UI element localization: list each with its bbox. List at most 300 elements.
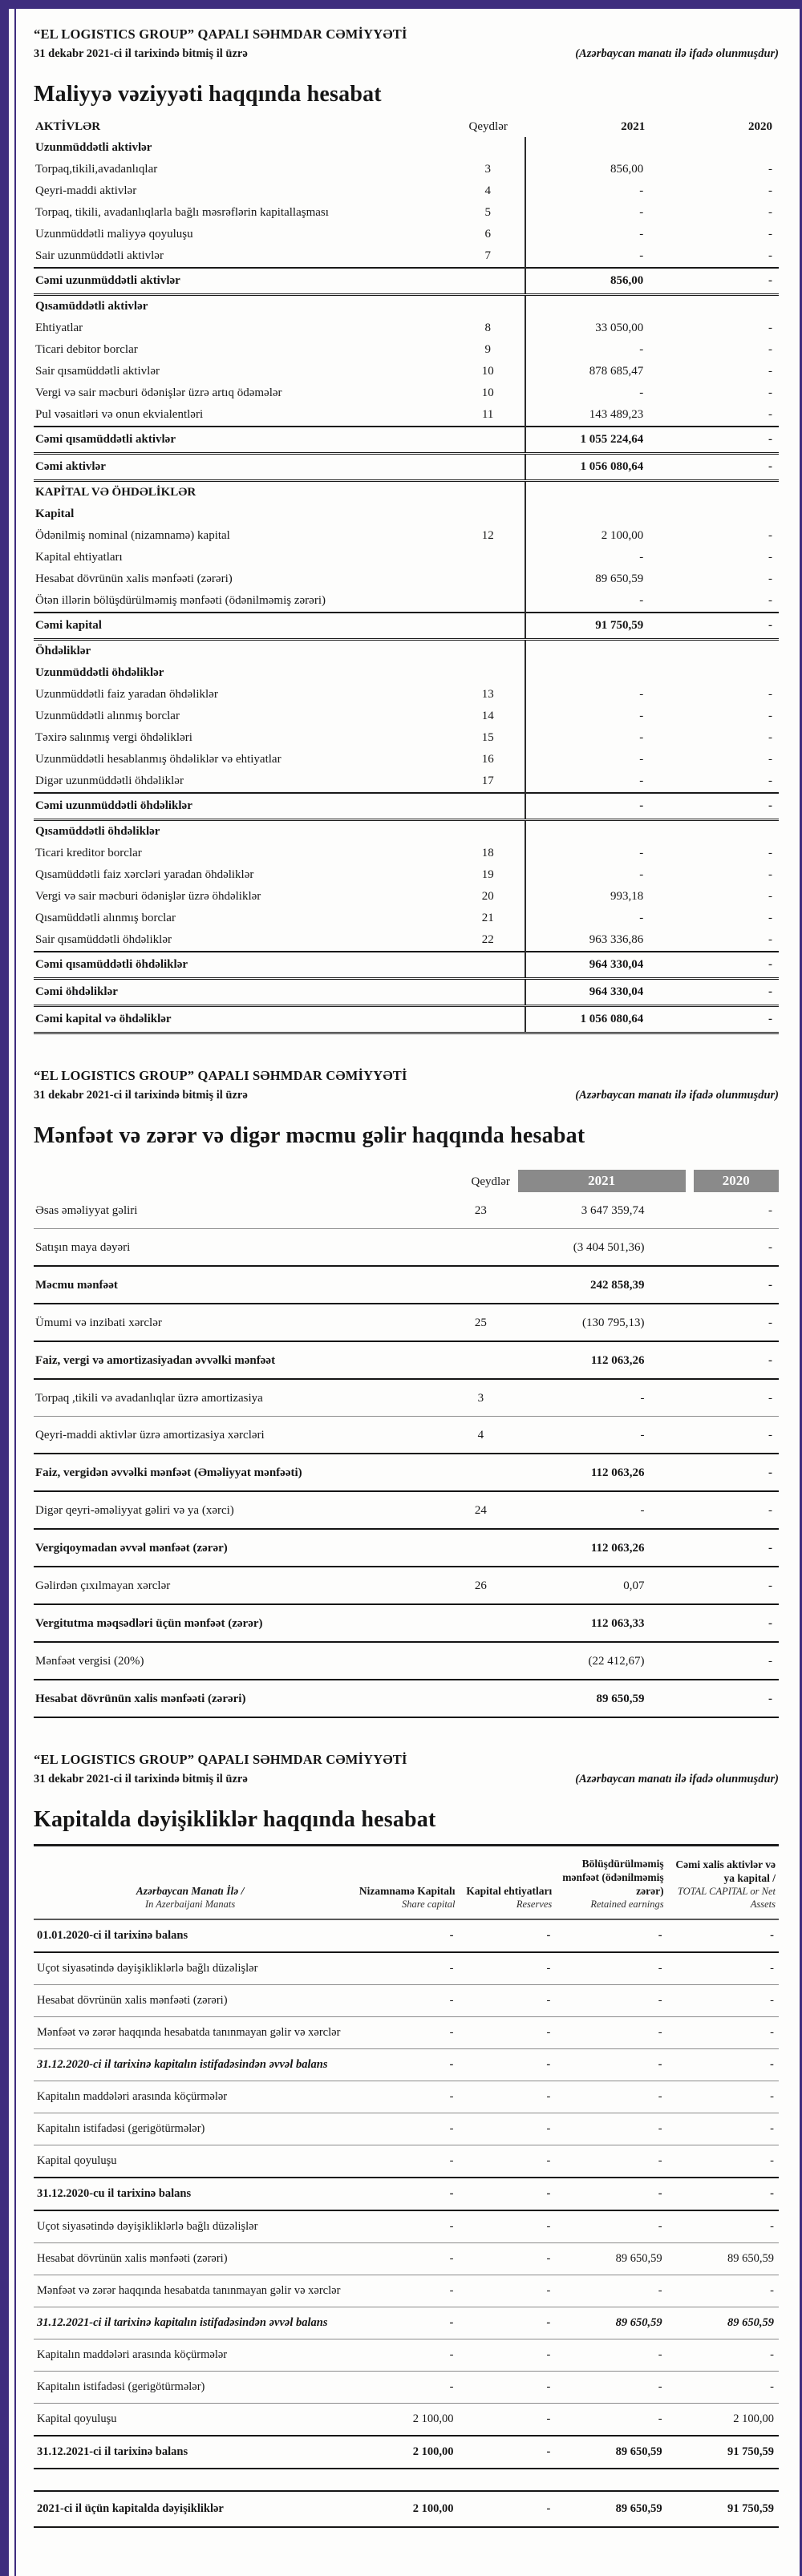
row-value-2020: - <box>682 793 779 820</box>
row-label: Hesabat dövrünün xalis mənfəəti (zərəri) <box>35 572 233 585</box>
company-name: “EL LOGISTICS GROUP” QAPALI SƏHMDAR CƏMİYYƏTİ <box>34 1752 407 1767</box>
row-label: Gəlirdən çıxılmayan xərclər <box>34 1567 444 1604</box>
column-header-notes: Qeydlər <box>468 120 508 133</box>
row-value-2020: - <box>690 1680 780 1717</box>
row-value-2021: 3 647 359,74 <box>518 1192 690 1229</box>
table-row <box>34 2275 779 2307</box>
table-row <box>34 137 779 159</box>
column-header-en: TOTAL CAPITAL or Net Assets <box>677 1886 776 1910</box>
table-row <box>34 2404 779 2436</box>
table-row <box>34 1341 779 1379</box>
document-header <box>34 26 779 61</box>
row-value-total-capital: - <box>667 1919 779 1952</box>
row-value-reserves: - <box>459 2081 556 2113</box>
table-row <box>34 979 779 1006</box>
table-row <box>34 2339 779 2372</box>
row-value-2020: - <box>768 847 772 859</box>
column-header-retained-earnings <box>555 1846 666 1920</box>
row-value-retained-earnings: - <box>555 2339 666 2372</box>
row-value-retained-earnings: - <box>555 1952 666 1985</box>
statement-title: Mənfəət və zərər və digər məcmu gəlir haqqında hesabat <box>34 1123 585 1148</box>
row-value-2021: (22 412,67) <box>518 1642 690 1680</box>
row-value-2020: - <box>690 1642 780 1680</box>
table-row <box>34 525 779 547</box>
row-value-total-capital: 89 650,59 <box>667 2243 779 2275</box>
row-note: 23 <box>444 1192 518 1229</box>
row-value-2020: - <box>690 1567 780 1604</box>
row-label: Qısamüddətli faiz xərcləri yaradan öhdəliklər <box>35 868 254 881</box>
row-label: Mənfəət və zərər haqqında hesabatda tanınmayan gəlir və xərclər <box>34 2275 346 2307</box>
row-value-2020 <box>682 295 779 318</box>
row-value-2021: (130 795,13) <box>518 1304 690 1341</box>
column-header-en: Reserves <box>516 1898 553 1910</box>
row-value-2020: - <box>768 386 772 399</box>
header-subline <box>34 1773 779 1786</box>
row-label: 31.12.2021-ci il tarixinə balans <box>34 2436 346 2469</box>
table-row <box>34 1919 779 1952</box>
row-value-2020: - <box>690 1266 780 1304</box>
table-row <box>34 404 779 427</box>
row-label: Qısamüddətli aktivlər <box>35 300 148 313</box>
row-value-share-capital: - <box>346 2017 458 2049</box>
table-row <box>34 481 779 504</box>
row-value-2021: 112 063,26 <box>518 1341 690 1379</box>
table-row <box>34 454 779 481</box>
row-note <box>444 1604 518 1642</box>
row-label: Əsas əməliyyat gəliri <box>34 1192 444 1229</box>
row-value-2021: - <box>525 382 682 404</box>
row-value-2020: - <box>768 551 772 564</box>
column-header-2020: 2020 <box>748 120 772 133</box>
row-value-reserves: - <box>459 2017 556 2049</box>
table-row <box>34 1229 779 1267</box>
table-row <box>34 2145 779 2178</box>
column-header-en: Retained earnings <box>590 1898 664 1910</box>
table-row <box>34 2113 779 2145</box>
row-note: 20 <box>481 890 494 903</box>
row-label: Uçot siyasətində dəyişikliklərlə bağlı düzəlişlər <box>34 2210 346 2243</box>
row-label: Satışın maya dəyəri <box>34 1229 444 1267</box>
row-value-share-capital: - <box>346 2145 458 2178</box>
row-value-retained-earnings: 89 650,59 <box>555 2491 666 2527</box>
column-header-2021: 2021 <box>518 1170 690 1192</box>
row-value-retained-earnings: - <box>555 2404 666 2436</box>
row-label: Uzunmüddətli alınmış borclar <box>35 710 180 722</box>
table-row <box>34 1417 779 1454</box>
column-header-reserves <box>459 1846 556 1920</box>
column-header-2021: 2021 <box>621 120 646 133</box>
table-row <box>34 427 779 454</box>
row-label: Vergi və sair məcburi ödənişlər üzrə öhdəliklər <box>35 890 261 903</box>
row-value-2020: - <box>768 868 772 881</box>
table-header-row <box>34 1846 779 1920</box>
row-label: Hesabat dövrünün xalis mənfəəti (zərəri) <box>34 1985 346 2017</box>
header-subline <box>34 47 779 61</box>
row-value-2020: - <box>768 343 772 356</box>
table-row <box>34 1192 779 1229</box>
row-label: Hesabat dövrünün xalis mənfəəti (zərəri) <box>34 2243 346 2275</box>
row-value-2021 <box>525 820 682 843</box>
row-value-2021: 112 063,26 <box>518 1454 690 1491</box>
statement-financial-position <box>34 82 779 1034</box>
row-value-reserves: - <box>459 2339 556 2372</box>
table-row <box>34 770 779 793</box>
table-row <box>34 706 779 727</box>
row-value-2021 <box>525 295 682 318</box>
header-subline <box>34 1089 779 1102</box>
statement-title: Maliyyə vəziyyəti haqqında hesabat <box>34 82 382 107</box>
row-value-share-capital: 2 100,00 <box>346 2404 458 2436</box>
row-value-share-capital: - <box>346 1985 458 2017</box>
row-note: 13 <box>481 688 494 701</box>
row-value-total-capital: - <box>667 2017 779 2049</box>
row-label: Cəmi kapital və öhdəliklər <box>34 1006 451 1033</box>
row-value-2021: - <box>525 770 682 793</box>
row-note <box>451 454 525 481</box>
row-label: Ticari debitor borclar <box>35 343 138 356</box>
row-value-2020: - <box>682 454 779 481</box>
row-label: Pul vəsaitləri və onun ekvialentləri <box>35 408 204 421</box>
row-value-share-capital: - <box>346 2178 458 2210</box>
row-value-reserves: - <box>459 2049 556 2081</box>
row-value-2020: - <box>768 249 772 262</box>
column-header-aktivler: AKTİVLƏR <box>35 120 101 133</box>
row-note: 15 <box>481 731 494 744</box>
row-value-reserves: - <box>459 2243 556 2275</box>
row-value-2020: - <box>768 688 772 701</box>
row-value-reserves: - <box>459 2372 556 2404</box>
row-note <box>451 481 525 504</box>
row-label: Uzunmüddətli aktivlər <box>35 141 152 154</box>
row-note: 3 <box>484 163 491 176</box>
row-value-2020: - <box>690 1529 780 1567</box>
table-row <box>34 382 779 404</box>
row-value-2020: - <box>682 427 779 454</box>
row-value-retained-earnings: - <box>555 2275 666 2307</box>
row-value-total-capital: 91 750,59 <box>667 2491 779 2527</box>
row-value-share-capital: - <box>346 2113 458 2145</box>
row-label: 31.12.2020-ci il tarixinə kapitalın istifadəsindən əvvəl balans <box>34 2049 346 2081</box>
table-row <box>34 1491 779 1529</box>
table-row <box>34 2436 779 2469</box>
row-value-2021: - <box>525 684 682 706</box>
row-note: 26 <box>444 1567 518 1604</box>
table-row <box>34 843 779 864</box>
row-value-2021 <box>525 481 682 504</box>
row-value-2020: - <box>682 268 779 295</box>
row-value-2021: - <box>525 749 682 770</box>
currency-note: (Azərbaycan manatı ilə ifadə olunmuşdur) <box>575 1089 779 1102</box>
row-value-2021: 878 685,47 <box>525 361 682 382</box>
row-label: Təxirə salınmış vergi öhdəlikləri <box>35 731 192 744</box>
table-row <box>34 727 779 749</box>
column-header-en: Share capital <box>401 1898 456 1910</box>
row-value-reserves: - <box>459 1952 556 1985</box>
row-label: Kapitalın maddələri arasında köçürmələr <box>34 2339 346 2372</box>
table-header-row <box>34 1170 779 1192</box>
row-value-2021 <box>525 137 682 159</box>
table-row <box>34 952 779 979</box>
row-note: 22 <box>481 933 494 946</box>
row-note: 12 <box>481 529 494 542</box>
table-row <box>34 159 779 180</box>
equity-summary-row <box>34 2491 779 2527</box>
page-content <box>14 9 800 2576</box>
row-value-2021 <box>525 640 682 663</box>
table-row <box>34 180 779 202</box>
row-label: Öhdəliklər <box>35 645 91 657</box>
row-label: Məcmu mənfəət <box>34 1266 444 1304</box>
row-value-2021: - <box>525 245 682 268</box>
table-row <box>34 929 779 952</box>
row-label: KAPİTAL VƏ ÖHDƏLİKLƏR <box>35 486 196 499</box>
table-row <box>34 1379 779 1417</box>
row-label: Torpaq,tikili,avadanlıqlar <box>35 163 158 176</box>
row-value-2021: - <box>518 1417 690 1454</box>
row-label: Sair qısamüddətli aktivlər <box>35 365 160 378</box>
row-value-reserves: - <box>459 2404 556 2436</box>
row-value-retained-earnings: - <box>555 2210 666 2243</box>
table-row <box>34 640 779 663</box>
row-value-reserves: - <box>459 2210 556 2243</box>
equity-changes-table <box>34 1844 779 2469</box>
row-value-2021: 89 650,59 <box>518 1680 690 1717</box>
row-note <box>451 295 525 318</box>
row-note <box>444 1642 518 1680</box>
row-value-2021: 0,07 <box>518 1567 690 1604</box>
row-note <box>444 1266 518 1304</box>
row-value-share-capital: - <box>346 2243 458 2275</box>
table-row <box>34 1680 779 1717</box>
row-label: Uzunmüddətli hesablanmış öhdəliklər və ehtiyatlar <box>35 753 282 766</box>
row-value-total-capital: - <box>667 1952 779 1985</box>
row-value-2020: - <box>768 731 772 744</box>
row-value-2021: - <box>518 1491 690 1529</box>
company-name: “EL LOGISTICS GROUP” QAPALI SƏHMDAR CƏMİYYƏTİ <box>34 1068 407 1083</box>
row-value-2021: - <box>525 793 682 820</box>
row-value-2020: - <box>768 228 772 241</box>
row-note: 14 <box>481 710 494 722</box>
row-note <box>451 590 525 613</box>
row-label: Qısamüddətli öhdəliklər <box>35 825 160 838</box>
table-row <box>34 2210 779 2243</box>
row-value-2020: - <box>768 594 772 607</box>
row-value-total-capital: - <box>667 1985 779 2017</box>
row-value-retained-earnings: 89 650,59 <box>555 2307 666 2339</box>
row-label: 01.01.2020-ci il tarixinə balans <box>34 1919 346 1952</box>
row-label: Qeyri-maddi aktivlər <box>35 184 137 197</box>
table-row <box>34 2307 779 2339</box>
row-value-2021: 242 858,39 <box>518 1266 690 1304</box>
row-value-retained-earnings: - <box>555 2145 666 2178</box>
row-label: Cəmi aktivlər <box>34 454 451 481</box>
row-value-2021: 112 063,26 <box>518 1529 690 1567</box>
table-row <box>34 224 779 245</box>
row-label: Faiz, vergidən əvvəlki mənfəət (Əməliyyat mənfəəti) <box>34 1454 444 1491</box>
column-header-az: Kapital ehtiyatları <box>466 1884 553 1897</box>
row-value-2021: - <box>525 908 682 929</box>
row-note: 3 <box>444 1379 518 1417</box>
row-label: Kapital qoyuluşu <box>34 2145 346 2178</box>
profit-loss-table <box>34 1170 779 1718</box>
row-value-share-capital: - <box>346 2372 458 2404</box>
row-note <box>444 1529 518 1567</box>
row-value-total-capital: - <box>667 2275 779 2307</box>
table-row <box>34 1567 779 1604</box>
row-value-retained-earnings: - <box>555 2113 666 2145</box>
table-header-row <box>34 115 779 137</box>
table-row <box>34 547 779 568</box>
row-value-2021: - <box>525 339 682 361</box>
row-value-total-capital: - <box>667 2339 779 2372</box>
company-name: “EL LOGISTICS GROUP” QAPALI SƏHMDAR CƏMİYYƏTİ <box>34 26 407 42</box>
row-note <box>444 1454 518 1491</box>
row-value-2021: 1 055 224,64 <box>525 427 682 454</box>
row-label: Faiz, vergi və amortizasiyadan əvvəlki mənfəət <box>34 1341 444 1379</box>
row-value-retained-earnings: 89 650,59 <box>555 2436 666 2469</box>
row-value-share-capital: - <box>346 1919 458 1952</box>
row-value-2020: - <box>690 1454 780 1491</box>
row-note <box>451 820 525 843</box>
financial-position-table <box>34 115 779 1034</box>
row-note <box>444 1341 518 1379</box>
row-label: Qısamüddətli alınmış borclar <box>35 912 176 924</box>
row-note: 9 <box>484 343 491 356</box>
row-label: Uzunmüddətli öhdəliklər <box>35 666 164 679</box>
row-value-total-capital: - <box>667 2081 779 2113</box>
row-value-total-capital: - <box>667 2145 779 2178</box>
row-note <box>451 268 525 295</box>
row-value-reserves: - <box>459 1985 556 2017</box>
row-label: Kapital qoyuluşu <box>34 2404 346 2436</box>
row-value-2021: - <box>518 1379 690 1417</box>
table-row <box>34 1304 779 1341</box>
row-note <box>451 613 525 640</box>
table-row <box>34 793 779 820</box>
row-value-share-capital: - <box>346 1952 458 1985</box>
row-label: 2021-ci il üçün kapitalda dəyişikliklər <box>34 2491 346 2527</box>
column-header-az: Bölüşdürülməmiş mənfəət (ödənilməmiş zərər) <box>562 1858 664 1897</box>
table-row <box>34 1454 779 1491</box>
currency-note: (Azərbaycan manatı ilə ifadə olunmuşdur) <box>575 1773 779 1785</box>
row-label: Digər qeyri-əməliyyat gəliri və ya (xərci) <box>34 1491 444 1529</box>
row-value-retained-earnings: - <box>555 2081 666 2113</box>
column-header-share-capital <box>346 1846 458 1920</box>
row-value-2020: - <box>690 1604 780 1642</box>
table-row <box>34 1952 779 1985</box>
row-label: Cəmi öhdəliklər <box>34 979 451 1006</box>
row-label: Uzunmüddətli maliyyə qoyuluşu <box>35 228 193 241</box>
row-value-2020: - <box>682 613 779 640</box>
table-row <box>34 1642 779 1680</box>
row-value-2020: - <box>768 710 772 722</box>
row-label: Torpaq, tikili, avadanlıqlarla bağlı məsrəflərin kapitallaşması <box>35 206 329 219</box>
row-note <box>451 1006 525 1033</box>
row-label: Cəmi qısamüddətli öhdəliklər <box>34 952 451 979</box>
row-value-2020 <box>682 137 779 159</box>
table-row <box>34 317 779 339</box>
column-header-az: Azərbaycan Manatı İlə / <box>136 1884 245 1897</box>
row-note: 10 <box>481 365 494 378</box>
row-value-share-capital: - <box>346 2081 458 2113</box>
row-value-2021: 964 330,04 <box>525 979 682 1006</box>
row-value-2021: - <box>525 727 682 749</box>
row-value-2021: 993,18 <box>525 886 682 908</box>
row-label: Ümumi və inzibati xərclər <box>34 1304 444 1341</box>
row-note <box>451 662 525 684</box>
column-header-2020: 2020 <box>690 1170 780 1192</box>
row-note: 5 <box>484 206 491 219</box>
row-value-2021: - <box>525 202 682 224</box>
table-row <box>34 2081 779 2113</box>
column-header-az: Cəmi xalis aktivlər və ya kapital / <box>675 1858 776 1885</box>
row-value-share-capital: - <box>346 2210 458 2243</box>
row-value-2020: - <box>768 933 772 946</box>
row-value-2020: - <box>768 321 772 334</box>
row-note: 25 <box>444 1304 518 1341</box>
row-value-2020: - <box>768 529 772 542</box>
row-label: Sair qısamüddətli öhdəliklər <box>35 933 172 946</box>
row-value-2021: 964 330,04 <box>525 952 682 979</box>
row-note <box>451 952 525 979</box>
row-note <box>444 1680 518 1717</box>
row-label: Ehtiyatlar <box>35 321 83 334</box>
table-row <box>34 361 779 382</box>
row-note <box>451 137 525 159</box>
row-value-total-capital: 89 650,59 <box>667 2307 779 2339</box>
period-text: 31 dekabr 2021-ci il tarixində bitmiş il üzrə <box>34 1089 248 1102</box>
row-value-2021: - <box>525 180 682 202</box>
row-value-2021: 856,00 <box>525 159 682 180</box>
row-note: 4 <box>484 184 491 197</box>
row-note <box>451 568 525 590</box>
row-value-retained-earnings: - <box>555 2049 666 2081</box>
row-label: Ötən illərin bölüşdürülməmiş mənfəəti (ödənilməmiş zərəri) <box>35 594 326 607</box>
row-value-2021: - <box>525 224 682 245</box>
document-header <box>34 1068 779 1102</box>
row-value-retained-earnings: 89 650,59 <box>555 2243 666 2275</box>
row-value-2021: - <box>525 864 682 886</box>
row-label: Kapitalın istifadəsi (gerigötürmələr) <box>34 2372 346 2404</box>
table-row <box>34 749 779 770</box>
row-value-2021: (3 404 501,36) <box>518 1229 690 1267</box>
table-row <box>34 820 779 843</box>
row-label: Cəmi uzunmüddətli öhdəliklər <box>34 793 451 820</box>
row-label: Sair uzunmüddətli aktivlər <box>35 249 164 262</box>
table-row <box>34 503 779 525</box>
row-value-2020: - <box>690 1341 780 1379</box>
row-label: Uçot siyasətində dəyişikliklərlə bağlı düzəlişlər <box>34 1952 346 1985</box>
row-value-2021: - <box>525 590 682 613</box>
row-value-2021: 33 050,00 <box>525 317 682 339</box>
row-note: 18 <box>481 847 494 859</box>
table-row <box>34 295 779 318</box>
row-value-2021: - <box>525 843 682 864</box>
row-value-reserves: - <box>459 2307 556 2339</box>
row-value-total-capital: - <box>667 2049 779 2081</box>
row-note <box>451 503 525 525</box>
row-value-total-capital: - <box>667 2178 779 2210</box>
row-label: Cəmi uzunmüddətli aktivlər <box>34 268 451 295</box>
row-value-retained-earnings: - <box>555 2017 666 2049</box>
table-row <box>34 2017 779 2049</box>
row-value-2020: - <box>768 890 772 903</box>
row-value-2021: 91 750,59 <box>525 613 682 640</box>
row-value-2020: - <box>690 1304 780 1341</box>
row-note: 8 <box>484 321 491 334</box>
row-note: 16 <box>481 753 494 766</box>
table-row <box>34 2049 779 2081</box>
